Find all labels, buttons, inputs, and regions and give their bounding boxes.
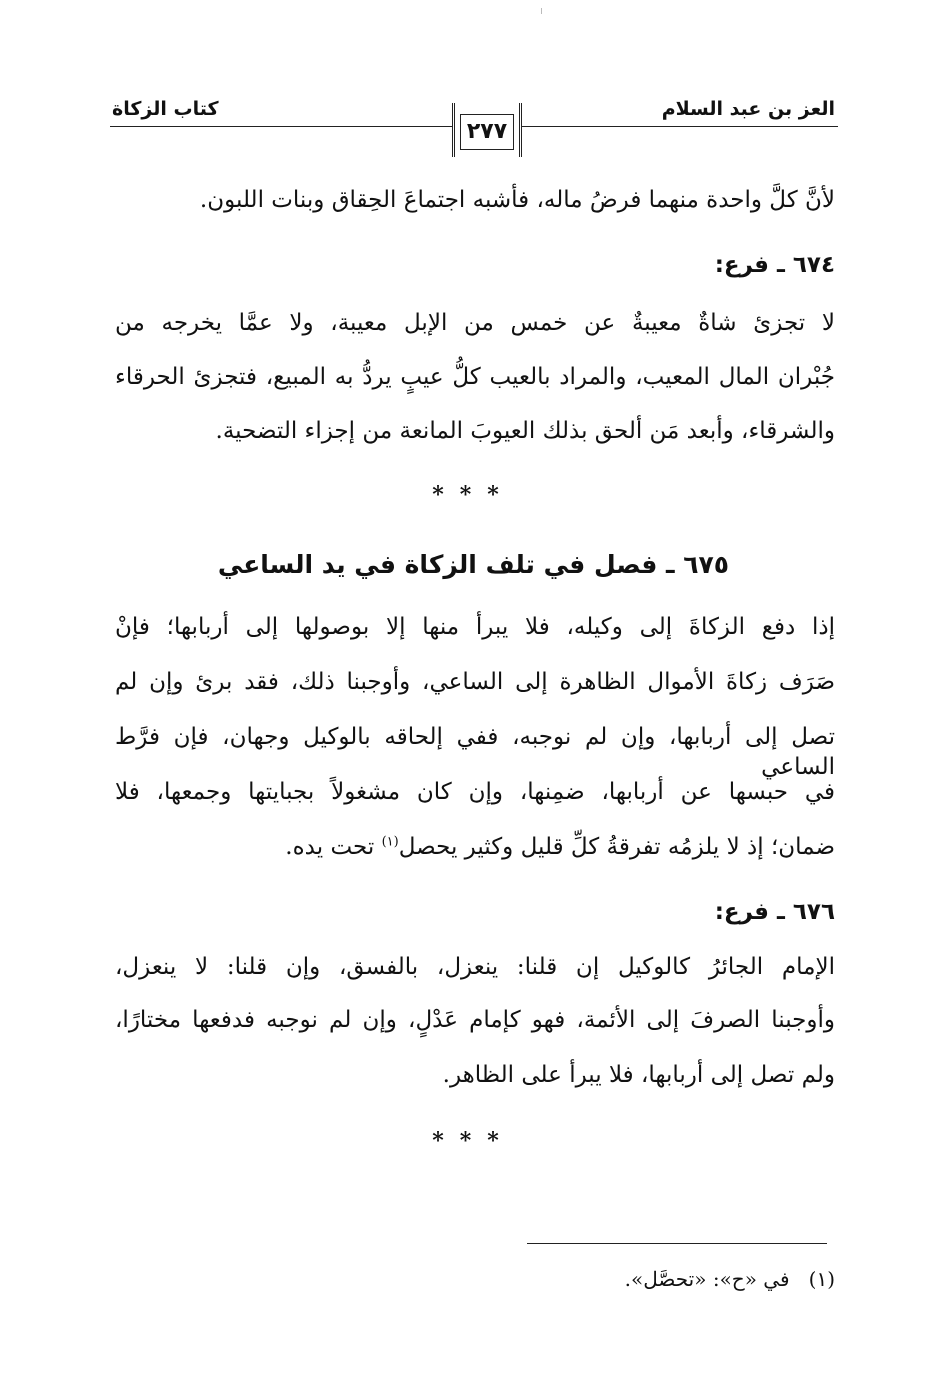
paragraph-676-line: وأوجبنا الصرفَ إلى الأئمة، فهو كإمام عَدْلٍ، وإن لم نوجبه فدفعها مختارًا، <box>115 1007 835 1033</box>
text-run: تحت يده. <box>285 834 382 860</box>
text-run: ضمان؛ إذ لا يلزمُه تفرقةُ كلِّ قليل وكثير يحصل <box>398 834 835 860</box>
header-rule-left <box>110 126 452 127</box>
crop-mark <box>541 8 542 14</box>
paragraph-676-line: ولم تصل إلى أربابها، فلا يبرأ على الظاهر. <box>442 1062 835 1088</box>
branch-heading-676: ٦٧٦ ـ فرع: <box>714 899 835 925</box>
paragraph-675-line: في حبسها عن أربابها، ضمِنها، وإن كان مشغولاً بجبايتها وجمعها، فلا <box>115 779 835 805</box>
running-header-author: العز بن عبد السلام <box>661 98 835 120</box>
footnote <box>115 1264 835 1294</box>
paragraph-675-line: صَرَف زكاةَ الأموال الظاهرة إلى الساعي، وأوجبنا ذلك، فقد برئ وإن لم <box>115 669 835 695</box>
branch-heading-674: ٦٧٤ ـ فرع: <box>714 252 835 278</box>
footnote-rule <box>527 1243 827 1244</box>
running-header-section: كتاب الزكاة <box>112 98 219 120</box>
section-title-675: ٦٧٥ ـ فصل في تلف الزكاة في يد الساعي <box>217 550 730 579</box>
paragraph-674-line: جُبْران المال المعيب، والمراد بالعيب كلُّ عيبٍ يردُّ به المبيع، فتجزئ الحرقاء <box>115 364 835 390</box>
paragraph-676-line: الإمام الجائرُ كالوكيل إن قلنا: ينعزل، بالفسق، وإن قلنا: لا ينعزل، <box>115 954 835 980</box>
paragraph-675-last-line <box>115 832 835 862</box>
paragraph-674-line: لا تجزئ شاةٌ معيبةٌ عن خمس من الإبل معيبة، ولا عمَّا يخرجه من <box>115 310 835 336</box>
continuation-line: لأنَّ كلَّ واحدة منهما فرضُ ماله، فأشبه اجتماعَ الحِقاق وبنات اللبون. <box>199 187 835 213</box>
page-number: ٢٧٧ <box>460 114 514 150</box>
paragraph-675-line: تصل إلى أربابها، وإن لم نوجبه، ففي إلحاقه بالوكيل وجهان، فإن فرَّط الساعي <box>115 724 835 780</box>
header-rule-right <box>522 126 838 127</box>
footnote-marker: (١) <box>808 1267 835 1291</box>
paragraph-675-line: إذا دفع الزكاةَ إلى وكيله، فلا يبرأ منها إلا بوصولها إلى أربابها؛ فإنْ <box>115 614 835 640</box>
section-separator: *** <box>432 482 515 508</box>
footnote-text: في «ح»: «تحصَّل». <box>624 1267 790 1291</box>
footnote-reference: (١) <box>381 834 399 850</box>
section-separator: *** <box>432 1128 515 1154</box>
paragraph-674-line: والشرقاء، وأبعد مَن ألحق بذلك العيوبَ المانعة من إجزاء التضحية. <box>215 418 835 444</box>
